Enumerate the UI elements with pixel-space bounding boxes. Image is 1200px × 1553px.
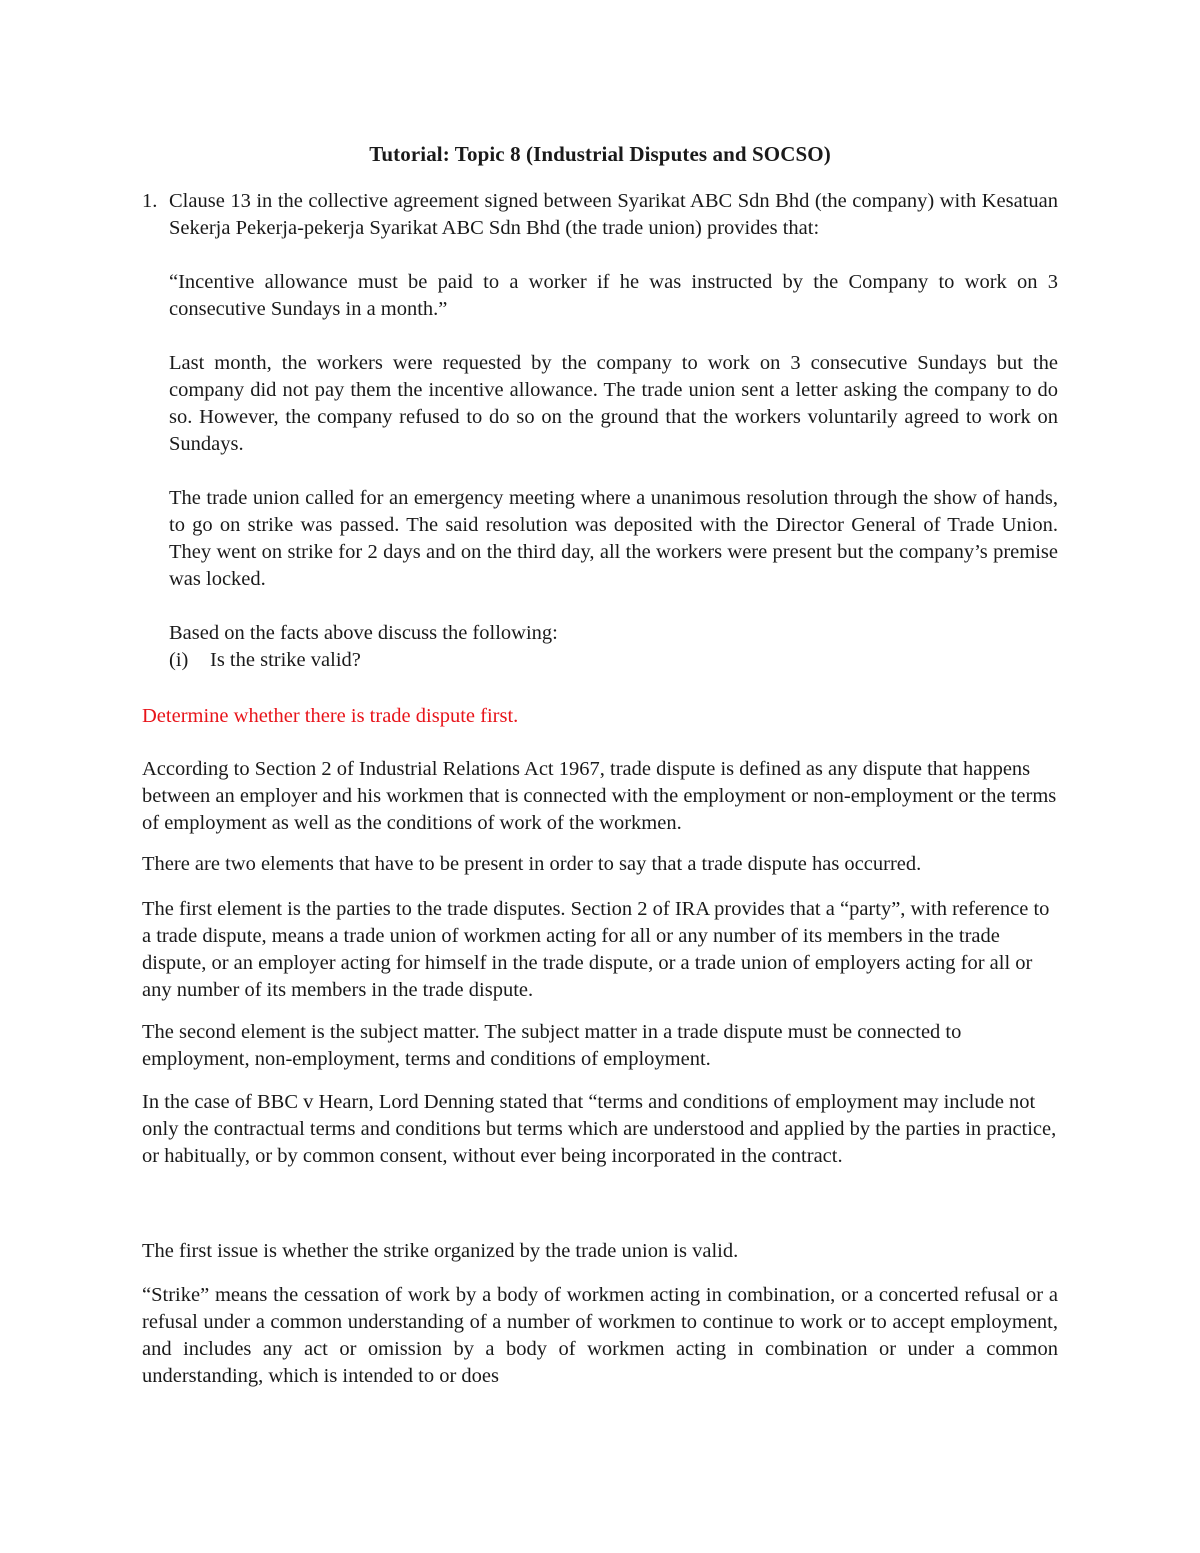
answer-paragraph-7: “Strike” means the cessation of work by a body of workmen acting in combination, or a concerted refusal or a refusal under a common understanding of a number of workmen to continue to work or to accept employment, and includes any act or omission by a body of workmen acting in combination or under a common understanding, which is intended to or does <box>142 1284 1058 1387</box>
answer-paragraph-6: The first issue is whether the strike organized by the trade union is valid. <box>142 1240 739 1262</box>
question-number: 1. <box>142 190 158 212</box>
answer-paragraph-2: There are two elements that have to be present in order to say that a trade dispute has occurred. <box>142 853 922 875</box>
sub-question-text: Is the strike valid? <box>210 649 361 671</box>
discuss-prompt: Based on the facts above discuss the following: <box>169 622 558 644</box>
answer-note: Determine whether there is trade dispute first. <box>142 705 519 727</box>
facts-paragraph-2: The trade union called for an emergency meeting where a unanimous resolution through the show of hands, to go on strike was passed. The said resolution was deposited with the Director General of Trade Union. They went on strike for 2 days and on the third day, all the workers were present but the company’s premise was locked. <box>169 487 1058 590</box>
answer-paragraph-3: The first element is the parties to the trade disputes. Section 2 of IRA provides that a “party”, with reference to a trade dispute, means a trade union of workmen acting for all or any number of its members in the trade dispute, or an employer acting for himself in the trade dispute, or a trade union of employers acting for all or any number of its members in the trade dispute. <box>142 898 1050 1001</box>
answer-paragraph-1: According to Section 2 of Industrial Relations Act 1967, trade dispute is defined as any dispute that happens between an employer and his workmen that is connected with the employment or non-employment or the terms of employment as well as the conditions of work of the workmen. <box>142 758 1057 834</box>
clause-quote: “Incentive allowance must be paid to a worker if he was instructed by the Company to work on 3 consecutive Sundays in a month.” <box>169 271 1058 320</box>
sub-question <box>169 647 361 674</box>
facts-paragraph-1: Last month, the workers were requested by the company to work on 3 consecutive Sundays but the company did not pay them the incentive allowance. The trade union sent a letter asking the company to do so. However, the company refused to do so on the ground that the workers voluntarily agreed to work on Sundays. <box>169 352 1058 455</box>
answer-paragraph-5: In the case of BBC v Hearn, Lord Denning stated that “terms and conditions of employment may include not only the contractual terms and conditions but terms which are understood and applied by the parties in practice, or habitually, or by common consent, without ever being incorporated in the contract. <box>142 1091 1057 1167</box>
question-intro: Clause 13 in the collective agreement signed between Syarikat ABC Sdn Bhd (the company) with Kesatuan Sekerja Pekerja-pekerja Syarikat ABC Sdn Bhd (the trade union) provides that: <box>169 190 1058 239</box>
page-title: Tutorial: Topic 8 (Industrial Disputes and SOCSO) <box>369 142 831 166</box>
sub-question-number: (i) <box>169 649 189 671</box>
answer-paragraph-4: The second element is the subject matter. The subject matter in a trade dispute must be connected to employment, non-employment, terms and conditions of employment. <box>142 1021 962 1070</box>
